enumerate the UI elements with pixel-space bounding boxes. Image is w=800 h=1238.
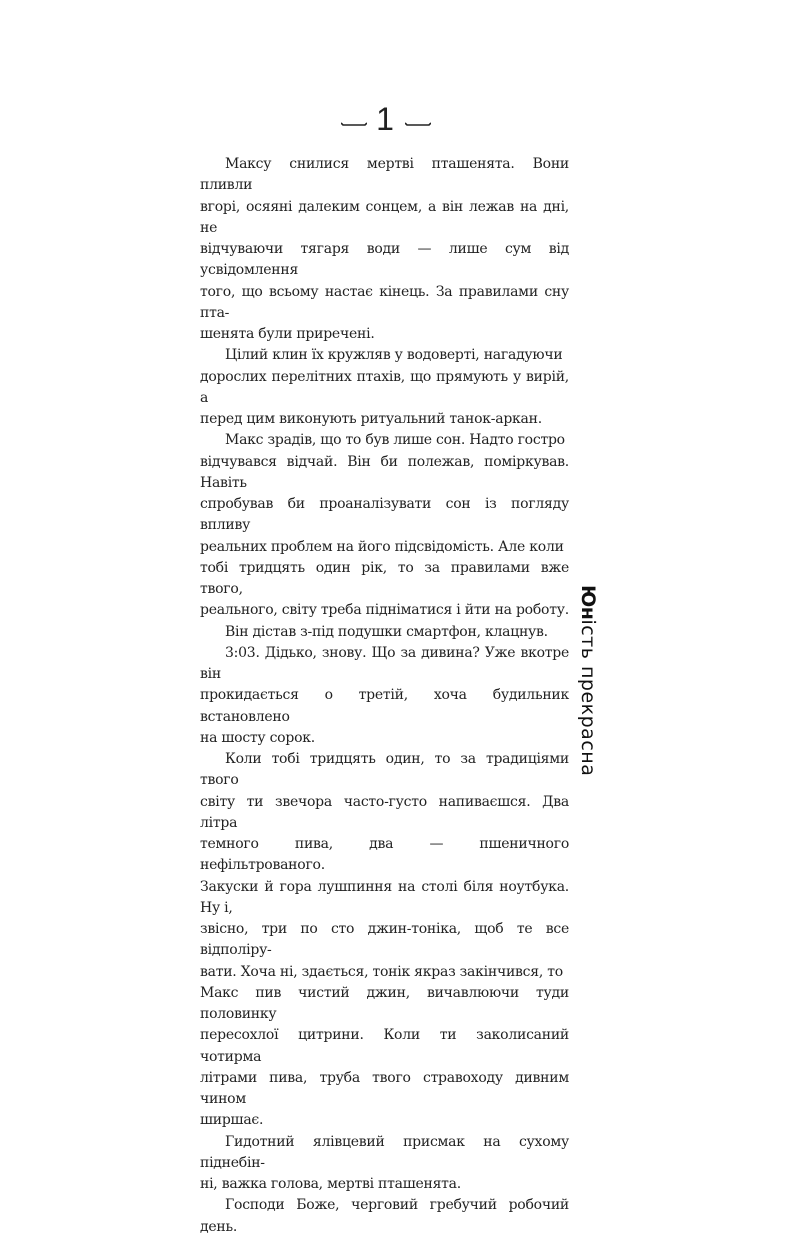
chapter-body-text xyxy=(200,154,569,1238)
side-series-title xyxy=(577,585,626,777)
paragraph: Макс зрадів, що то був лише сон. Надто гостро відчувався відчай. Він би полежав, поміркував. Навіть спробував би проаналізувати сон із погляду впливу реальних проблем на його підсвідомість. Але коли тобі тридцять один рік, то за правилами вже твого, реального, світу треба підніматися і йти на роботу. xyxy=(200,432,569,619)
side-series-title-text xyxy=(576,585,600,776)
paragraph: Господи Боже, черговий гребучий робочий день. xyxy=(200,1197,569,1235)
chapter-number: 1 xyxy=(376,101,394,137)
paragraph: Цілий клин їх кружляв у водоверті, нагадуючи дорослих перелітних птахів, що прямують у вирій, а перед цим виконують ритуальний танок-аркан. xyxy=(200,347,569,427)
right-ornament-dash xyxy=(405,122,431,127)
side-title-rest: ість прекрасна xyxy=(577,619,599,777)
left-ornament-dash xyxy=(341,122,367,127)
paragraph: Коли тобі тридцять один, то за традиціями твого світу ти звечора часто-густо напиваєшся. Два літра темного пива, два — пшеничного нефільтрованого. Закуски й гора лушпиння на столі біля ноутбука. Ну і, звісно, три по сто джин-тоніка, щоб те все відполіру- вати. Хоча ні, здається, тонік якраз закінчився, то Макс пив чистий джин, вичавлюючи туди половинку пересохлої цитрини. Коли ти заколисаний чотирма літрами пива, труба твого стравоходу дивним чином ширшає. xyxy=(200,751,569,1129)
chapter-heading xyxy=(337,103,433,137)
paragraph: Максу снилися мертві пташенята. Вони пливли вгорі, осяяні далеким сонцем, а він лежав на дні, не відчуваючи тягаря води — лише сум від усвідомлення того, що всьому настає кінець. За правилами сну пта- шенята були приречені. xyxy=(200,156,569,342)
paragraph: Він дістав з-під подушки смартфон, клацнув. xyxy=(225,623,548,640)
side-title-brand: Юн xyxy=(577,585,599,620)
paragraph: 3:03. Дідько, знову. Що за дивина? Уже вкотре він прокидається о третій, хоча будильник встановлено на шосту сорок. xyxy=(200,644,569,746)
paragraph: Гидотний ялівцевий присмак на сухому піднебін- ні, важка голова, мертві пташенята. xyxy=(200,1133,569,1192)
